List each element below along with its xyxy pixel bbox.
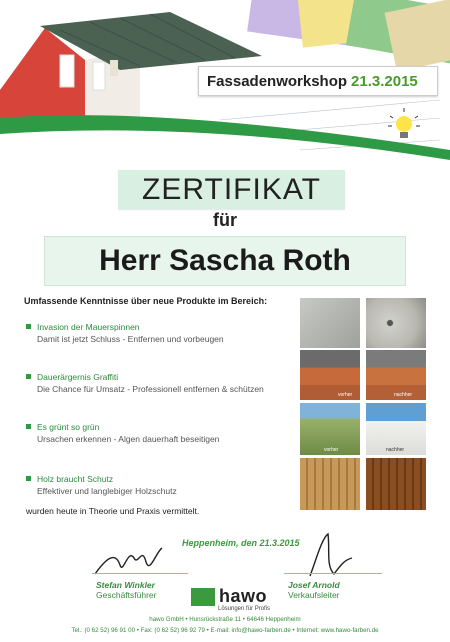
footer-address: hawo GmbH • Hunsrückstraße 11 • 64646 Heppenheim xyxy=(149,616,301,623)
item-heading: Invasion der Mauerspinnen xyxy=(37,322,140,332)
photo-spider-before xyxy=(300,298,360,348)
caption-before: vorher xyxy=(338,392,353,398)
certificate-heading: ZERTIFIKAT xyxy=(118,170,345,209)
caption-after: nachher xyxy=(386,447,405,453)
signature-line xyxy=(284,573,382,574)
photo-algae-before xyxy=(300,403,360,455)
item-description: Die Chance für Umsatz - Professionell entfernen & schützen xyxy=(37,384,264,394)
item-description: Ursachen erkennen - Algen dauerhaft beseitigen xyxy=(37,434,220,444)
list-item xyxy=(26,473,286,497)
item-description: Effektiver und langlebiger Holzschutz xyxy=(37,486,177,496)
photo-graffiti-before xyxy=(300,350,360,400)
photo-graffiti-after xyxy=(366,350,426,400)
banner-title xyxy=(198,66,438,96)
intro-text: Umfassende Kenntnisse über neue Produkte im Bereich: xyxy=(24,296,268,306)
photo-wood-before xyxy=(300,458,360,510)
photo-wood-after xyxy=(366,458,426,510)
list-item xyxy=(26,421,286,445)
photo-algae-after xyxy=(366,403,426,455)
recipient-name: Herr Sascha Roth xyxy=(44,236,406,286)
bullet-icon xyxy=(26,374,31,379)
item-heading: Holz braucht Schutz xyxy=(37,474,114,484)
logo-name: hawo xyxy=(219,586,268,606)
bullet-icon xyxy=(26,424,31,429)
bullet-icon xyxy=(26,324,31,329)
signatory-name: Josef Arnold xyxy=(288,580,340,590)
photo-spider-after xyxy=(366,298,426,348)
item-heading: Es grünt so grün xyxy=(37,422,100,432)
bullet-icon xyxy=(26,476,31,481)
signatory-role: Verkaufsleiter xyxy=(288,590,340,600)
hawo-logo-icon xyxy=(191,588,215,606)
closing-text: wurden heute in Theorie und Praxis vermittelt. xyxy=(26,506,200,516)
banner-title-text: Fassadenworkshop xyxy=(207,72,348,90)
signatory-2 xyxy=(288,580,340,600)
item-heading: Dauerärgernis Graffiti xyxy=(37,372,119,382)
signature-line xyxy=(92,573,188,574)
list-item xyxy=(26,371,286,395)
logo-tagline: Lösungen für Profis xyxy=(218,606,271,612)
footer-contact: Tel.: (0 62 52) 96 91 00 • Fax: (0 62 52) 96 92 79 • E-mail: info@hawo-farben.de • Internet: www.hawo-farben.de xyxy=(71,627,379,634)
signatory-name: Stefan Winkler xyxy=(96,580,155,590)
banner-date: 21.3.2015 xyxy=(351,72,418,90)
signatory-1 xyxy=(96,580,156,600)
item-description: Damit ist jetzt Schluss - Entfernen und vorbeugen xyxy=(37,334,224,344)
caption-after: nachher xyxy=(394,392,413,398)
list-item xyxy=(26,321,286,345)
caption-before: vorher xyxy=(324,447,339,453)
signature-winkler xyxy=(90,540,170,580)
certificate-for: für xyxy=(213,210,237,230)
place-date: Heppenheim, den 21.3.2015 xyxy=(182,538,300,548)
signatory-role: Geschäftsführer xyxy=(96,590,157,600)
